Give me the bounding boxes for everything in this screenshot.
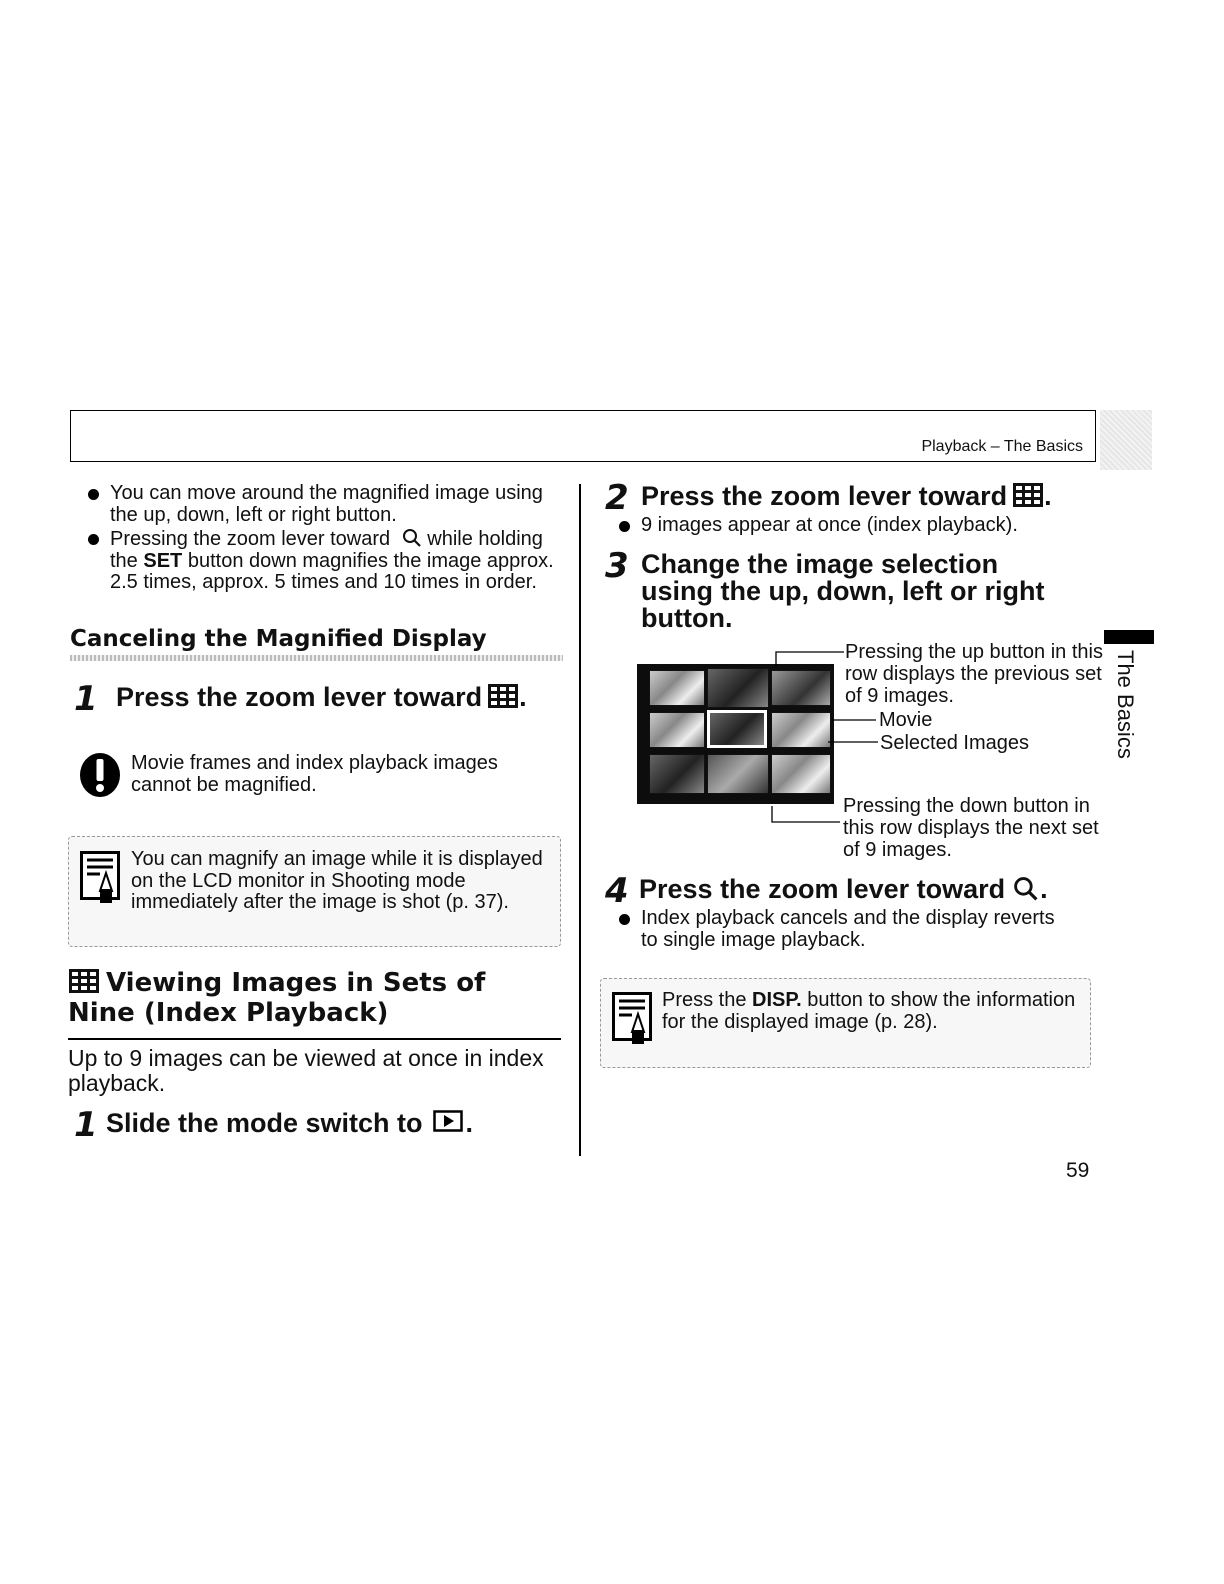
playback-mode-icon <box>433 1110 463 1132</box>
step-number: 4 <box>605 871 629 911</box>
step-number: 1 <box>74 679 98 719</box>
thumbnail <box>649 670 705 706</box>
memo-icon <box>80 851 120 910</box>
note-box-disp <box>600 978 1091 1068</box>
header-title: Playback – The Basics <box>921 438 1083 455</box>
viewing-index-heading: Viewing Images in Sets of Nine (Index Playback) <box>68 968 486 1028</box>
step-4-bullet <box>603 908 1073 953</box>
page-number: 59 <box>1066 1159 1090 1182</box>
step-text: Press the zoom lever toward <box>641 481 1008 511</box>
caution-text: Movie frames and index playback images cannot be magnified. <box>131 752 498 796</box>
note-text: Press the DISP. button to show the information for the displayed image (p. 28). <box>662 989 1076 1033</box>
bullet-nine-images: 9 images appear at once (index playback). <box>603 515 1073 537</box>
cancel-step-1: 1 Press the zoom lever toward . <box>74 679 527 719</box>
bullet-move-around: You can move around the magnified image using the up, down, left or right button. <box>72 483 562 526</box>
index-grid-icon <box>68 969 100 993</box>
right-step-4: 4 Press the zoom lever toward . <box>605 871 1048 911</box>
caution-icon <box>78 752 122 803</box>
step-number: 2 <box>605 478 629 518</box>
side-tab-marker <box>1104 630 1154 644</box>
thumbnail-selected <box>707 710 767 748</box>
note-box-magnify-shooting <box>68 836 561 947</box>
magnify-bullets <box>72 483 562 596</box>
bullet-index-cancels: Index playback cancels and the display reverts to single image playback. <box>603 908 1073 951</box>
right-step-3 <box>605 546 1045 633</box>
step-2-bullet <box>603 515 1073 539</box>
step-number: 3 <box>605 546 629 586</box>
step-text: Change the image selection using the up, down, left or right button. <box>641 549 1045 633</box>
step-text: Slide the mode switch to <box>106 1108 423 1138</box>
magnify-icon <box>1013 876 1039 902</box>
index-grid-icon <box>1013 483 1043 507</box>
callout-movie: Movie <box>879 709 933 731</box>
step-text: Press the zoom lever toward <box>116 682 483 712</box>
cancel-heading-rule <box>70 655 563 661</box>
cancel-heading: Canceling the Magnified Display <box>70 626 487 652</box>
column-divider <box>579 484 581 1156</box>
page-header <box>70 410 1096 462</box>
bullet-zoom-set: Pressing the zoom lever toward while holding the SET button down magnifies the image approx. 2.5 times, approx. 5 times and 10 times in order. <box>72 528 562 594</box>
callout-down-row: Pressing the down button in this row displays the next set of 9 images. <box>843 795 1099 861</box>
index-grid-icon <box>488 684 518 708</box>
magnify-icon <box>402 528 422 548</box>
step-text: Press the zoom lever toward <box>639 874 1006 904</box>
index-intro-text: Up to 9 images can be viewed at once in index playback. <box>68 1045 544 1096</box>
callout-selected: Selected Images <box>880 732 1029 754</box>
viewing-heading-rule <box>68 1038 561 1040</box>
memo-icon <box>612 992 652 1051</box>
note-text: You can magnify an image while it is displayed on the LCD monitor in Shooting mode immediately after the image is shot (p. 37). <box>131 848 543 913</box>
header-side-shade <box>1100 410 1152 470</box>
thumbnail-movie <box>649 712 705 748</box>
thumbnail <box>649 754 705 794</box>
right-step-2: 2 Press the zoom lever toward . <box>605 478 1052 518</box>
side-tab-label: The Basics <box>1113 650 1138 759</box>
step-number: 1 <box>74 1105 98 1145</box>
slide-mode-step: 1 Slide the mode switch to . <box>74 1105 474 1145</box>
callout-up-row: Pressing the up button in this row displays the previous set of 9 images. <box>845 641 1103 707</box>
